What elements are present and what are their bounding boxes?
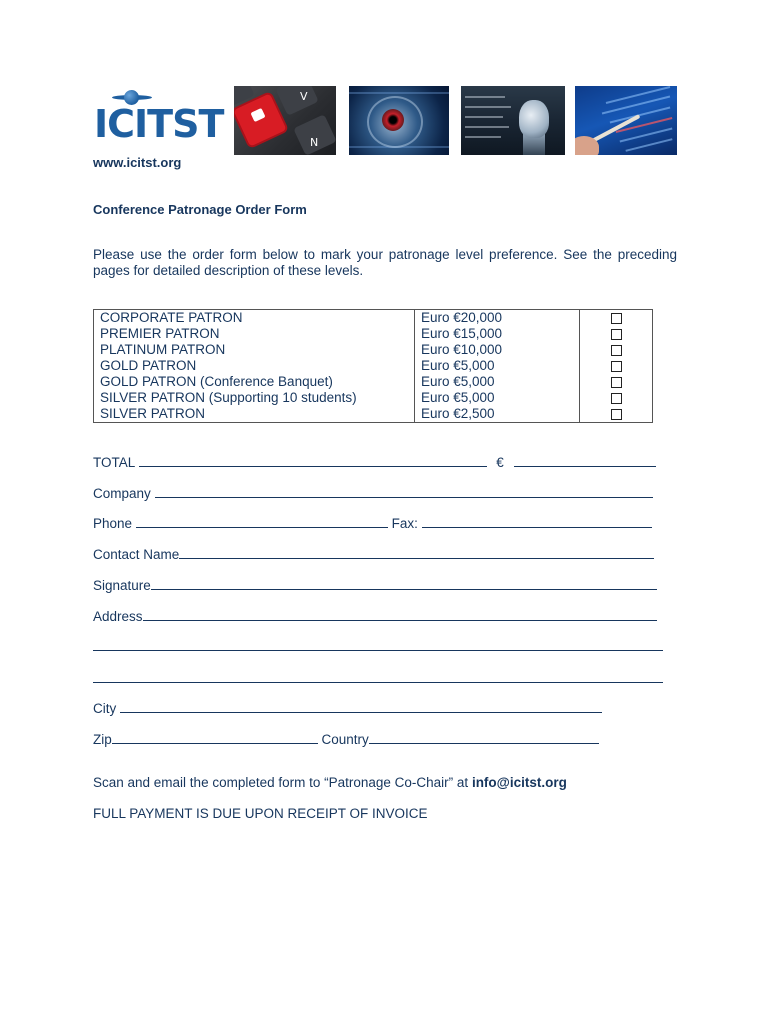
patronage-level-row: [94, 374, 653, 390]
currency-symbol: €: [496, 455, 504, 470]
total-label: TOTAL: [93, 455, 135, 470]
level-price: Euro €5,000: [415, 358, 580, 374]
patronage-level-row: [94, 390, 653, 406]
signature-row: [93, 576, 657, 593]
zip-country-row: [93, 730, 599, 747]
level-checkbox[interactable]: [611, 313, 622, 324]
level-select-cell: [580, 310, 653, 327]
city-row: [93, 699, 602, 716]
level-name: PLATINUM PATRON: [94, 342, 415, 358]
payment-note: FULL PAYMENT IS DUE UPON RECEIPT OF INVOICE: [93, 806, 428, 821]
phone-row: [93, 514, 652, 531]
level-select-cell: [580, 342, 653, 358]
level-name: PREMIER PATRON: [94, 326, 415, 342]
form-title: Conference Patronage Order Form: [93, 202, 307, 217]
level-checkbox[interactable]: [611, 345, 622, 356]
total-amount-field[interactable]: [514, 453, 656, 467]
patronage-level-row: [94, 342, 653, 358]
instruction-text: Scan and email the completed form to “Patronage Co-Chair” at: [93, 775, 472, 790]
level-select-cell: [580, 390, 653, 406]
level-price: Euro €15,000: [415, 326, 580, 342]
level-name: GOLD PATRON (Conference Banquet): [94, 374, 415, 390]
intro-paragraph: Please use the order form below to mark your patronage level preference. See the preceding pages for detailed description of these levels.: [93, 247, 677, 278]
level-price: Euro €5,000: [415, 390, 580, 406]
data-security-keyboard-image: V N: [234, 86, 336, 155]
hand-icon: [575, 136, 599, 155]
patronage-levels-table: [93, 309, 653, 423]
level-select-cell: [580, 326, 653, 342]
company-row: [93, 484, 653, 501]
level-select-cell: [580, 358, 653, 374]
eye-iris-icon: [382, 109, 404, 131]
eye-scan-image: [349, 86, 449, 155]
robot-head-image: [461, 86, 565, 155]
contact-name-label: Contact Name: [93, 547, 180, 562]
level-name: SILVER PATRON (Supporting 10 students): [94, 390, 415, 406]
patronage-level-row: [94, 358, 653, 374]
phone-field[interactable]: [136, 514, 388, 528]
address-field[interactable]: [143, 607, 657, 621]
total-field[interactable]: [139, 453, 487, 467]
address-label: Address: [93, 609, 143, 624]
level-checkbox[interactable]: [611, 361, 622, 372]
level-select-cell: [580, 374, 653, 390]
robot-head-icon: [519, 100, 549, 138]
patronage-level-row: [94, 310, 653, 327]
country-label: Country: [321, 732, 369, 747]
signature-label: Signature: [93, 578, 151, 593]
level-checkbox[interactable]: [611, 377, 622, 388]
level-price: Euro €5,000: [415, 374, 580, 390]
address-line-2[interactable]: [93, 650, 663, 651]
website-link[interactable]: www.icitst.org: [93, 155, 182, 170]
level-name: SILVER PATRON: [94, 406, 415, 423]
contact-email[interactable]: info@icitst.org: [471, 775, 567, 790]
patronage-level-row: [94, 326, 653, 342]
level-price: Euro €20,000: [415, 310, 580, 327]
zip-label: Zip: [93, 732, 112, 747]
country-field[interactable]: [369, 730, 599, 744]
icitst-logo: [92, 88, 224, 150]
signature-field[interactable]: [151, 576, 657, 590]
level-name: CORPORATE PATRON: [94, 310, 415, 327]
contact-name-row: [93, 545, 654, 562]
company-label: Company: [93, 486, 151, 501]
fax-field[interactable]: [422, 514, 652, 528]
level-checkbox[interactable]: [611, 409, 622, 420]
level-name: GOLD PATRON: [94, 358, 415, 374]
level-checkbox[interactable]: [611, 393, 622, 404]
total-row: [93, 453, 656, 470]
submission-instruction: [93, 775, 567, 790]
city-label: City: [93, 701, 117, 716]
level-price: Euro €10,000: [415, 342, 580, 358]
city-field[interactable]: [120, 699, 602, 713]
level-price: Euro €2,500: [415, 406, 580, 423]
fax-label: Fax:: [391, 516, 418, 531]
level-checkbox[interactable]: [611, 329, 622, 340]
zip-field[interactable]: [112, 730, 318, 744]
level-select-cell: [580, 406, 653, 423]
address-line-3[interactable]: [93, 682, 663, 683]
phone-label: Phone: [93, 516, 133, 531]
patronage-level-row: [94, 406, 653, 423]
touch-code-screen-image: [575, 86, 677, 155]
contact-name-field[interactable]: [179, 545, 654, 559]
address-row: [93, 607, 657, 624]
logo-text: ICITST: [94, 102, 224, 146]
company-field[interactable]: [155, 484, 653, 498]
